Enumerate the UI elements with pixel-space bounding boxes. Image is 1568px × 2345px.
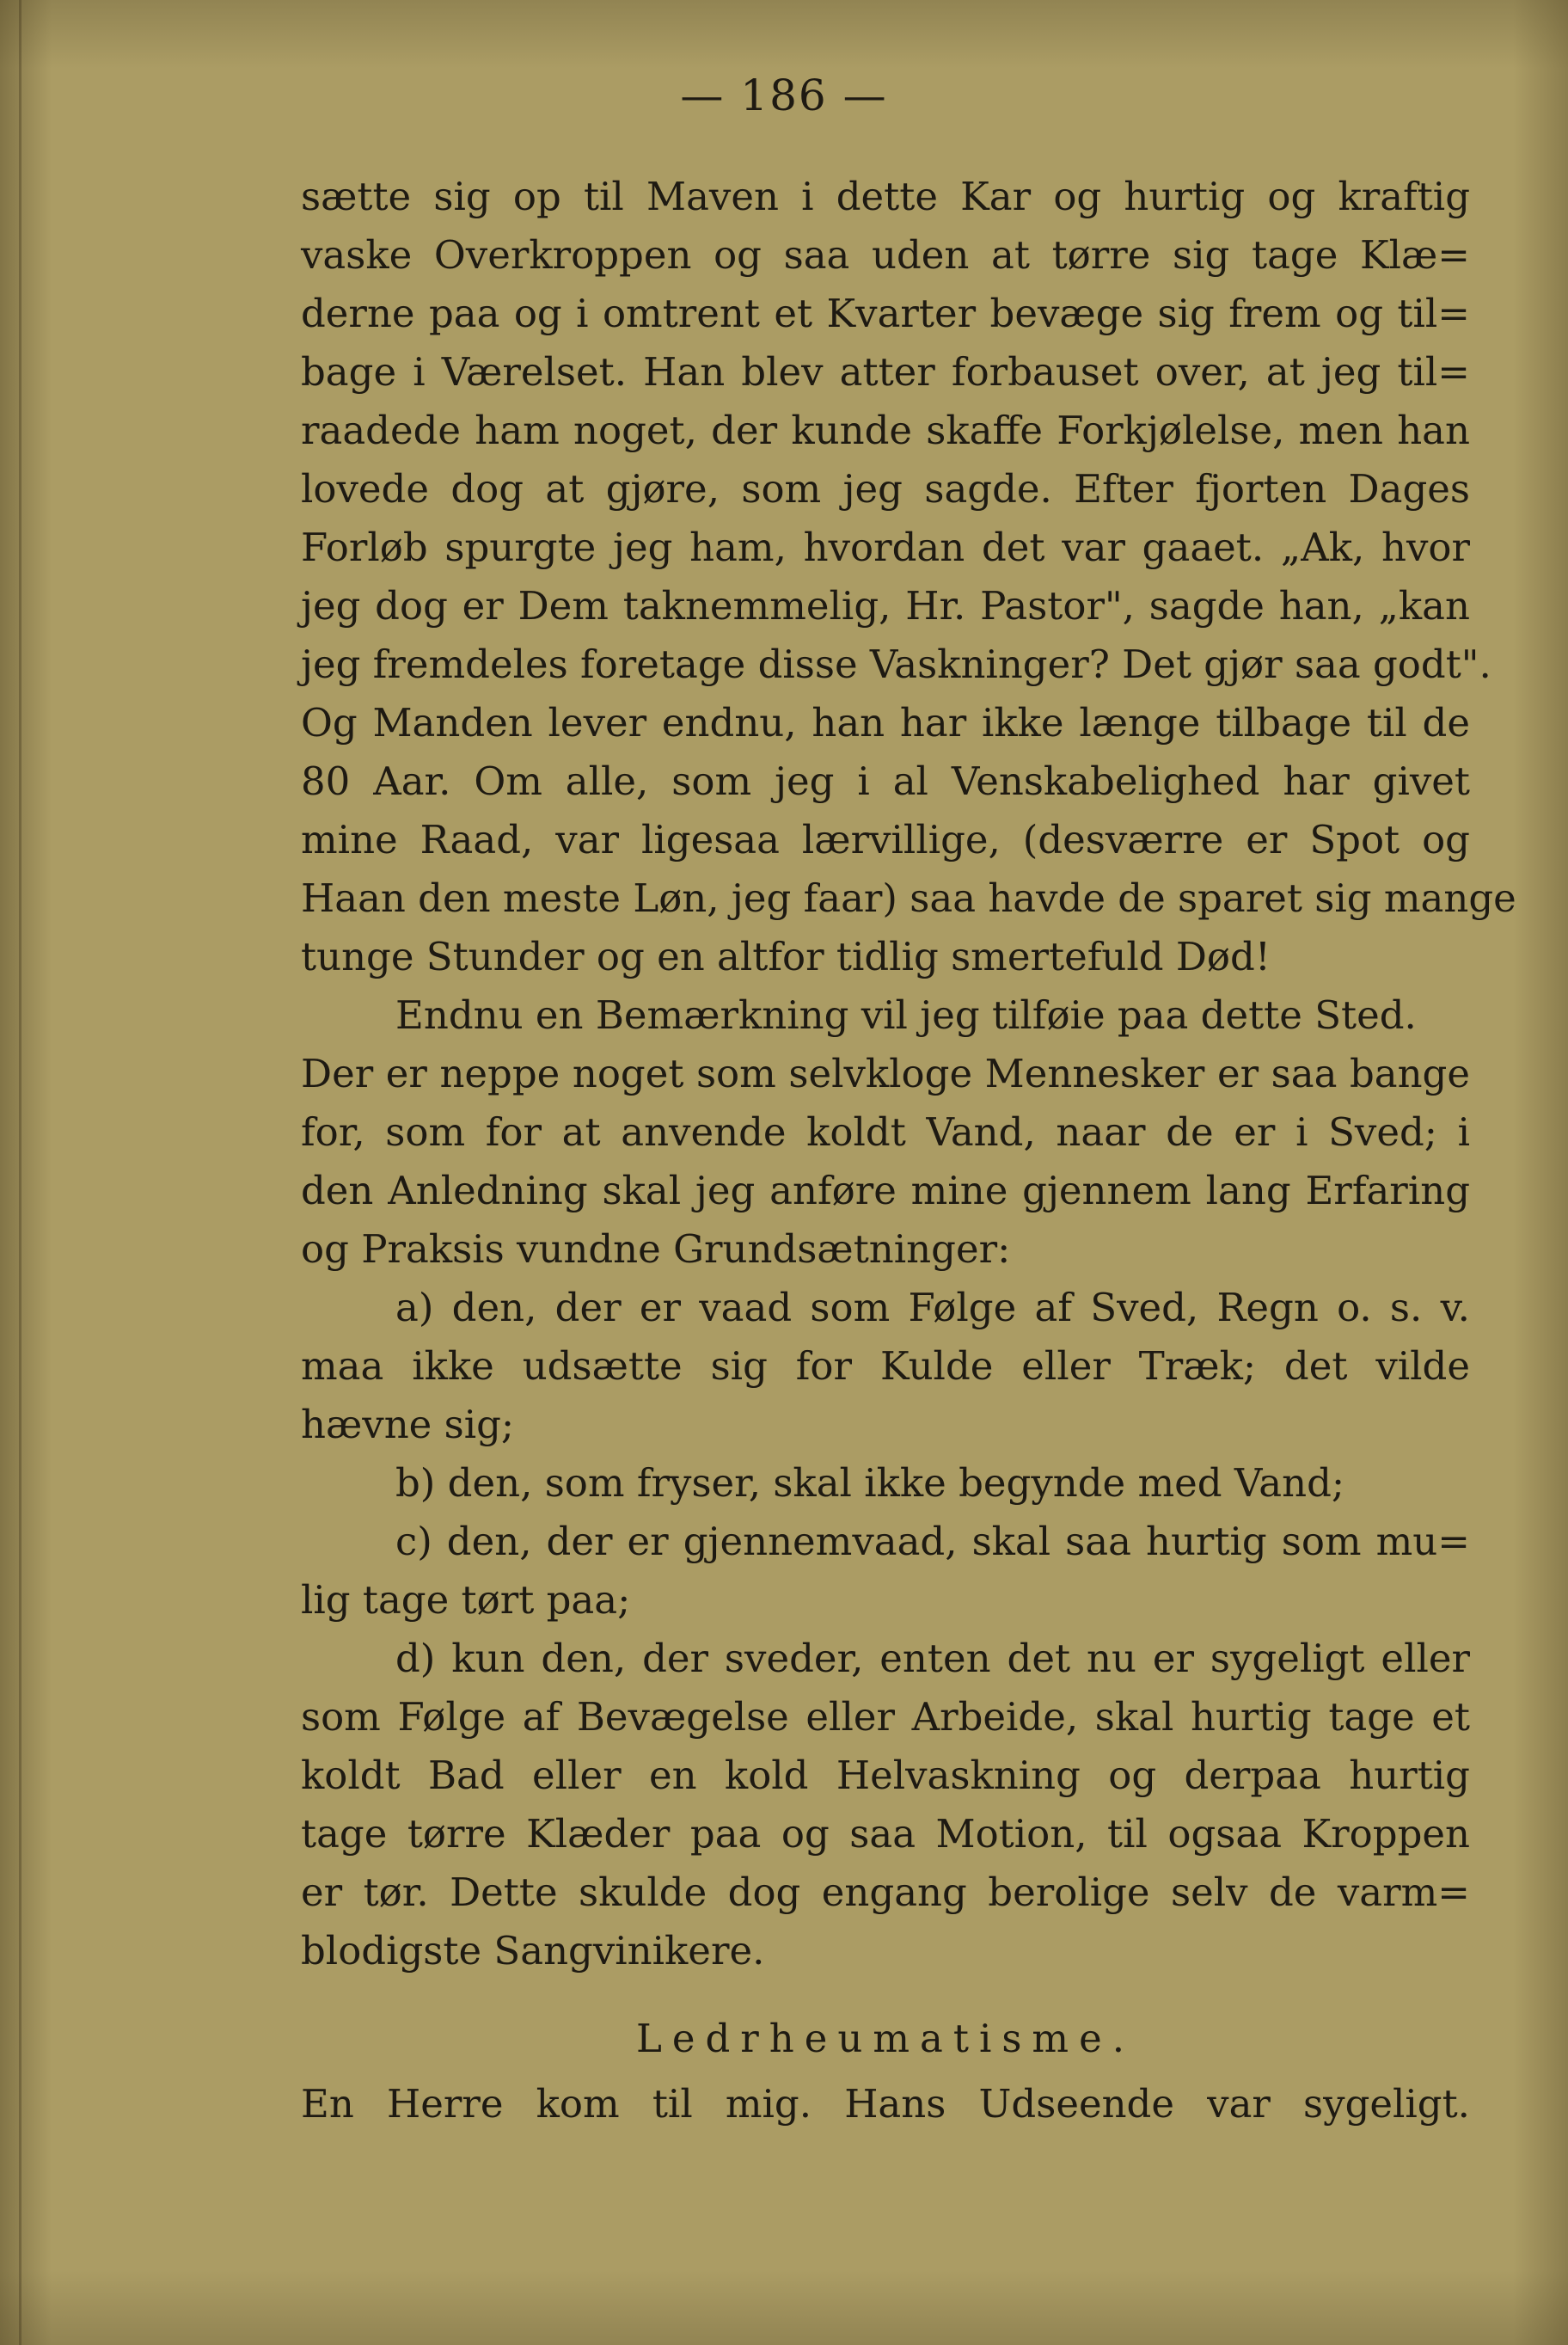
paragraph-lines (301, 168, 1516, 1980)
text-line: 80 Aar. Om alle, som jeg i al Venskabelighed har givet (301, 758, 1470, 804)
paragraph-lines-after-heading (301, 2075, 1470, 2133)
text-line: mine Raad, var ligesaa lærvillige, (desværre er Spot og (301, 817, 1470, 862)
text-line: vaske Overkroppen og saa uden at tørre sig tage Klæ= (301, 232, 1470, 278)
text-line: Endnu en Bemærkning vil jeg tilføie paa dette Sted. (395, 992, 1417, 1038)
text-line: derne paa og i omtrent et Kvarter bevæge sig frem og til= (301, 291, 1470, 336)
text-line: Der er neppe noget som selvkloge Mennesker er saa bange (301, 1051, 1470, 1096)
text-line: jeg dog er Dem taknemmelig, Hr. Pastor", sagde han, „kan (301, 583, 1470, 629)
text-line: er tør. Dette skulde dog engang berolige selv de varm= (301, 1869, 1470, 1915)
text-line: b) den, som fryser, skal ikke begynde med Vand; (395, 1460, 1345, 1506)
text-line: lig tage tørt paa; (301, 1577, 631, 1623)
section-heading: Ledrheumatisme. (635, 2016, 1136, 2061)
text-line: tage tørre Klæder paa og saa Motion, til ogsaa Kroppen (301, 1811, 1470, 1857)
text-line: Haan den meste Løn, jeg faar) saa havde de sparet sig mange (301, 875, 1516, 921)
text-line: tunge Stunder og en altfor tidlig smertefuld Død! (301, 934, 1271, 979)
text-line: jeg fremdeles foretage disse Vaskninger? Det gjør saa godt". (301, 641, 1491, 687)
text-line: Og Manden lever endnu, han har ikke længe tilbage til de (301, 700, 1470, 746)
text-line: Forløb spurgte jeg ham, hvordan det var gaaet. „Ak, hvor (301, 525, 1470, 570)
body-text (301, 168, 1516, 2133)
text-line: a) den, der er vaad som Følge af Sved, Regn o. s. v. (395, 1285, 1470, 1330)
text-line: bage i Værelset. Han blev atter forbauset over, at jeg til= (301, 349, 1470, 395)
text-line: den Anledning skal jeg anføre mine gjennem lang Erfaring (301, 1168, 1470, 1213)
text-line: hævne sig; (301, 1402, 515, 1447)
text-line: og Praksis vundne Grundsætninger: (301, 1226, 1011, 1272)
text-line: lovede dog at gjøre, som jeg sagde. Efter fjorten Dages (301, 466, 1470, 512)
text-line: maa ikke udsætte sig for Kulde eller Træk; det vilde (301, 1343, 1470, 1389)
text-line: sætte sig op til Maven i dette Kar og hurtig og kraftig (301, 174, 1470, 219)
text-line: En Herre kom til mig. Hans Udseende var sygeligt. (301, 2081, 1470, 2127)
text-line: koldt Bad eller en kold Helvaskning og derpaa hurtig (301, 1753, 1470, 1798)
text-line: raadede ham noget, der kunde skaffe Forkjølelse, men han (301, 408, 1470, 453)
text-line: for, som for at anvende koldt Vand, naar de er i Sved; i (301, 1109, 1470, 1155)
text-line: som Følge af Bevægelse eller Arbeide, skal hurtig tage et (301, 1694, 1470, 1740)
page-spine-shadow (19, 0, 21, 2345)
text-line: d) kun den, der sveder, enten det nu er sygeligt eller (395, 1636, 1470, 1681)
text-line: c) den, der er gjennemvaad, skal saa hurtig som mu= (395, 1519, 1470, 1564)
page-number: — 186 — (680, 71, 888, 120)
text-line: blodigste Sangvinikere. (301, 1928, 765, 1974)
